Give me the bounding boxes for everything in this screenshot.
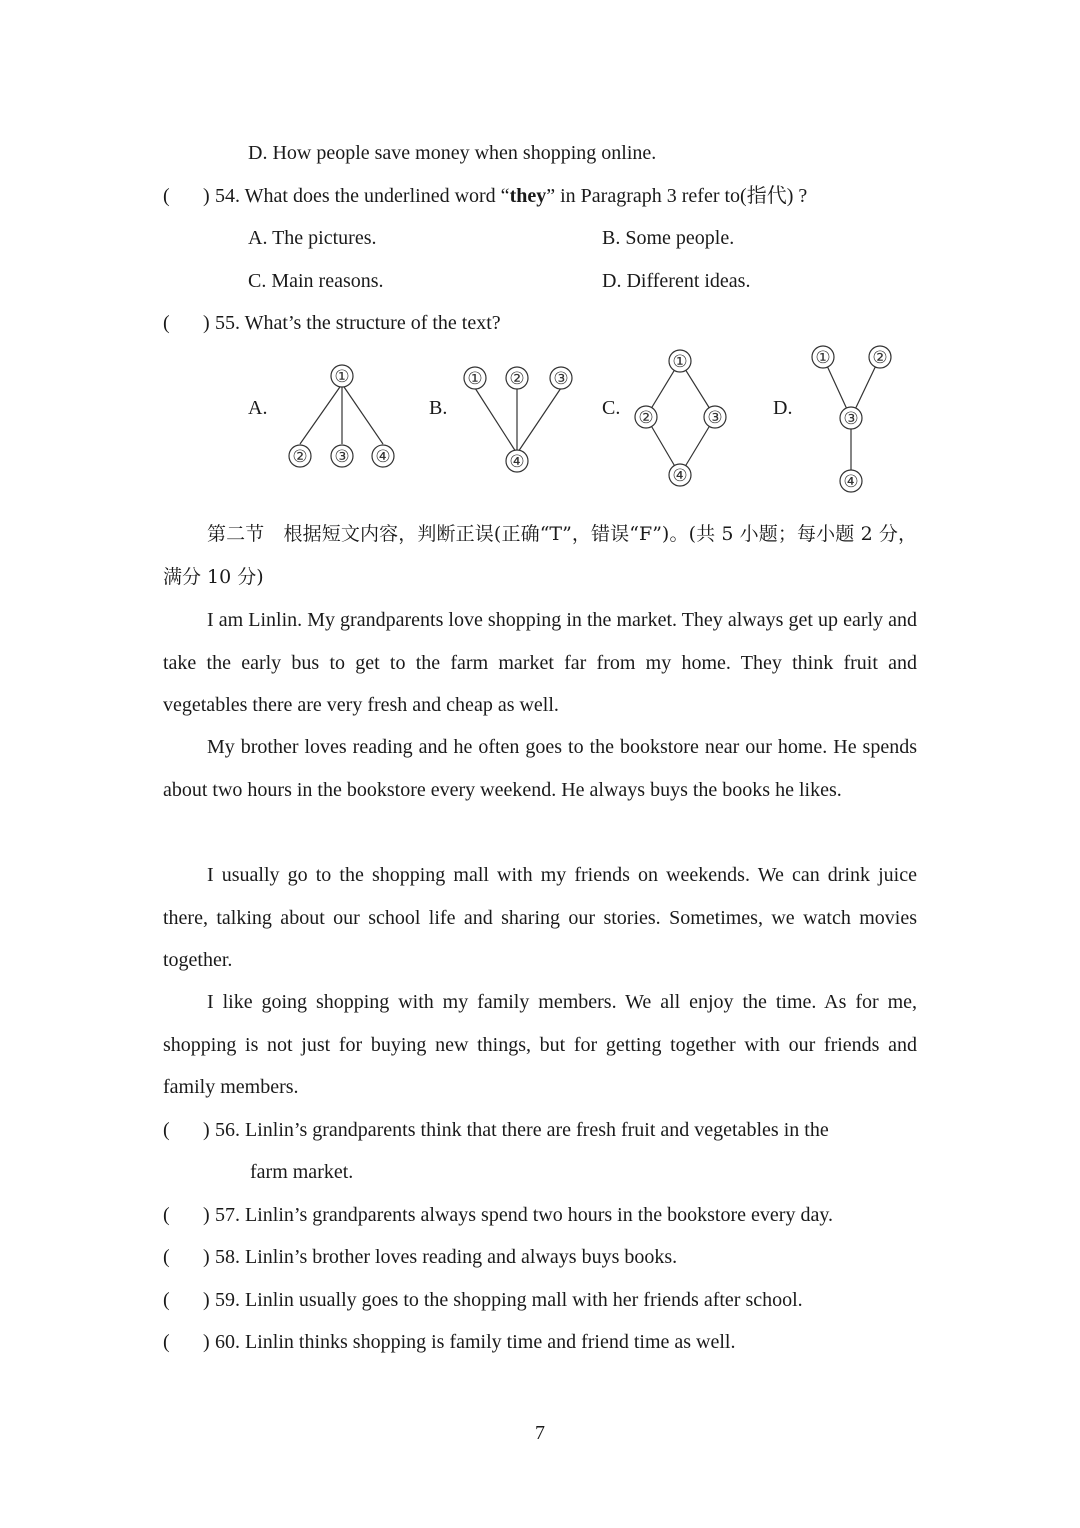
q54-option-a: A. The pictures. <box>248 227 377 249</box>
node-2: ② <box>872 348 888 367</box>
node-2: ② <box>292 447 308 466</box>
stem-text-before: 54. What does the underlined word “ <box>215 185 510 207</box>
answer-paren-close: ) <box>203 312 210 334</box>
passage-paragraph-1: I am Linlin. My grandparents love shopping in the market. They always get up early and take the early bus to get to the farm market far from my home. They think fruit and vegetables there are very fresh and cheap as well. <box>163 609 917 716</box>
answer-paren-open: ( <box>163 1246 170 1268</box>
section-2-heading: 第二节 根据短文内容，判断正误(正确“T”，错误“F”)。(共 5 小题；每小题 2 分，满分 10 分) <box>163 523 917 588</box>
passage-paragraph-4: I like going shopping with my family members. We all enjoy the time. As for me, shopping is not just for buying new things, but for getting together with our friends and family members. <box>163 991 917 1098</box>
question-59-text: 59. Linlin usually goes to the shopping mall with her friends after school. <box>215 1289 803 1311</box>
node-3: ③ <box>553 369 569 388</box>
answer-paren-open: ( <box>163 312 170 334</box>
question-57-text: 57. Linlin’s grandparents always spend two hours in the bookstore every day. <box>215 1204 834 1226</box>
node-3: ③ <box>843 409 859 428</box>
structure-option-d-label: D. <box>773 397 793 419</box>
node-2: ② <box>509 369 525 388</box>
structure-option-b-label: B. <box>429 397 448 419</box>
answer-paren-close: ) <box>203 1119 210 1141</box>
node-2: ② <box>638 408 654 427</box>
stem-text-after: ” in Paragraph 3 refer to(指代) ? <box>546 185 808 207</box>
question-56-line-2: farm market. <box>250 1161 354 1183</box>
node-4: ④ <box>843 472 859 491</box>
node-1: ① <box>334 367 350 386</box>
answer-paren-open: ( <box>163 1119 170 1141</box>
answer-paren-open: ( <box>163 1289 170 1311</box>
question-56-line-1: 56. Linlin’s grandparents think that there are fresh fruit and vegetables in the <box>215 1119 829 1141</box>
question-58-text: 58. Linlin’s brother loves reading and always buys books. <box>215 1246 678 1268</box>
answer-paren-open: ( <box>163 1204 170 1226</box>
node-4: ④ <box>375 447 391 466</box>
passage-paragraph-2: My brother loves reading and he often goes to the bookstore near our home. He spends about two hours in the bookstore every weekend. He always buys the books he likes. <box>163 736 917 801</box>
q53-option-d: D. How people save money when shopping online. <box>248 142 657 164</box>
node-1: ① <box>467 369 483 388</box>
node-1: ① <box>672 352 688 371</box>
structure-diagram-b <box>455 360 575 480</box>
node-4: ④ <box>672 466 688 485</box>
node-1: ① <box>815 348 831 367</box>
answer-paren-close: ) <box>203 1246 210 1268</box>
structure-diagram-a <box>280 360 400 480</box>
answer-paren-close: ) <box>203 1204 210 1226</box>
stem-bold-word: they <box>509 185 547 207</box>
structure-diagram-d <box>800 338 900 498</box>
page-number: 7 <box>535 1422 545 1444</box>
q54-option-d: D. Different ideas. <box>602 270 751 292</box>
answer-paren-open: ( <box>163 1331 170 1353</box>
structure-diagram-c <box>625 345 745 490</box>
q54-option-c: C. Main reasons. <box>248 270 384 292</box>
node-3: ③ <box>334 447 350 466</box>
structure-option-a-label: A. <box>248 397 268 419</box>
node-4: ④ <box>509 452 525 471</box>
node-3: ③ <box>707 408 723 427</box>
passage-paragraph-3: I usually go to the shopping mall with my friends on weekends. We can drink juice there, talking about our school life and sharing our stories. Sometimes, we watch movies together. <box>163 864 917 971</box>
question-60-text: 60. Linlin thinks shopping is family time and friend time as well. <box>215 1331 736 1353</box>
answer-paren-close: ) <box>203 1289 210 1311</box>
question-55-stem: 55. What’s the structure of the text? <box>215 312 501 334</box>
question-54-stem <box>215 186 807 206</box>
answer-paren-close: ) <box>203 1331 210 1353</box>
answer-paren-close: ) <box>203 185 210 207</box>
structure-option-c-label: C. <box>602 397 621 419</box>
q54-option-b: B. Some people. <box>602 227 735 249</box>
answer-paren-open: ( <box>163 185 170 207</box>
